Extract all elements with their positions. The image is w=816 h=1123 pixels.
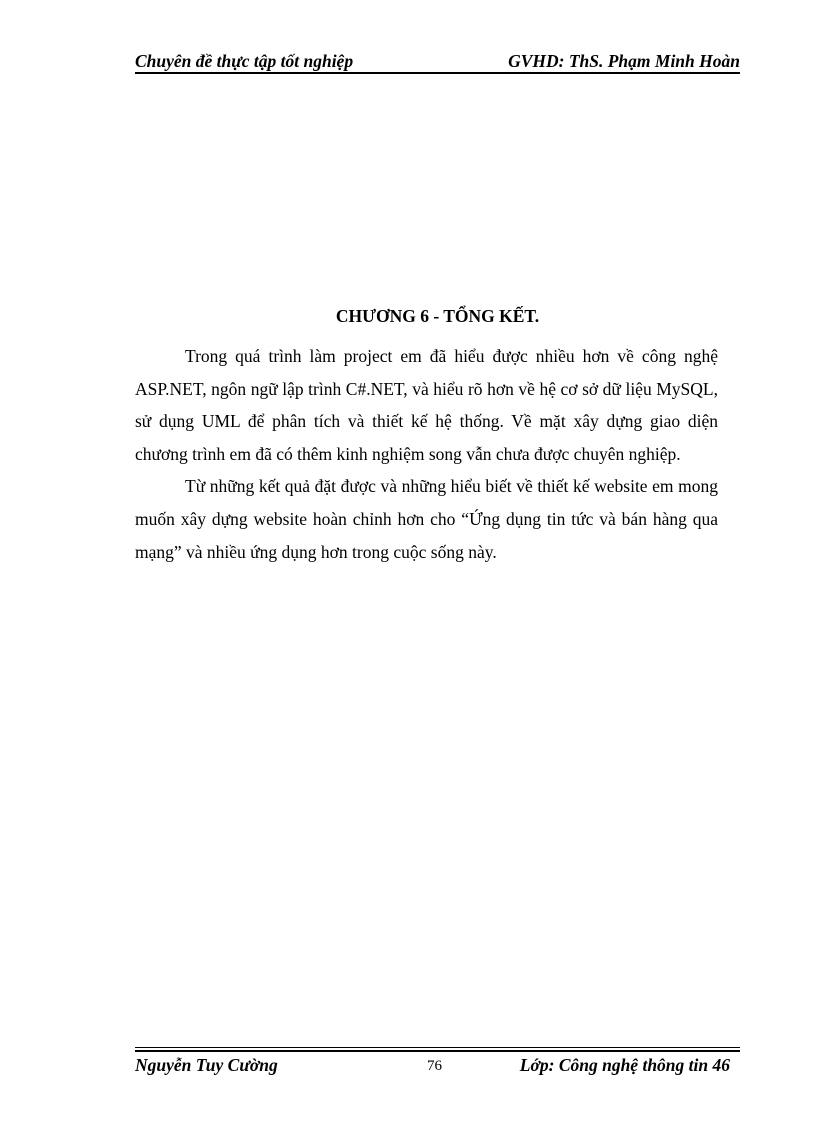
footer-author: Nguyễn Tuy Cường	[135, 1055, 278, 1075]
footer-class: Lớp: Công nghệ thông tin 46	[519, 1055, 730, 1075]
page-footer	[135, 1054, 740, 1078]
chapter-body	[135, 340, 718, 568]
paragraph-1: Trong quá trình làm project em đã hiểu được nhiều hơn về công nghệ ASP.NET, ngôn ngữ lập trình C#.NET, và hiểu rõ hơn về hệ cơ sở dữ liệu MySQL, sử dụng UML để phân tích và thiết kế hệ thống. Về mặt xây dựng giao diện chương trình em đã có thêm kinh nghiệm song vẫn chưa được chuyên nghiệp.	[135, 346, 718, 464]
header-supervisor: GVHD: ThS. Phạm Minh Hoàn	[508, 51, 740, 71]
page-number: 76	[427, 1058, 442, 1074]
chapter-title: CHƯƠNG 6 - TỔNG KẾT.	[335, 306, 540, 326]
header-divider	[135, 72, 740, 74]
footer-divider-thick	[135, 1050, 740, 1052]
footer-divider-thin	[135, 1047, 740, 1048]
header-document-type: Chuyên đề thực tập tốt nghiệp	[135, 51, 354, 71]
paragraph-2: Từ những kết quả đặt được và những hiểu biết về thiết kế website em mong muốn xây dựng website hoàn chỉnh hơn cho “Ứng dụng tin tức và bán hàng qua mạng” và nhiều ứng dụng hơn trong cuộc sống này.	[135, 476, 718, 562]
page-header	[135, 49, 740, 71]
